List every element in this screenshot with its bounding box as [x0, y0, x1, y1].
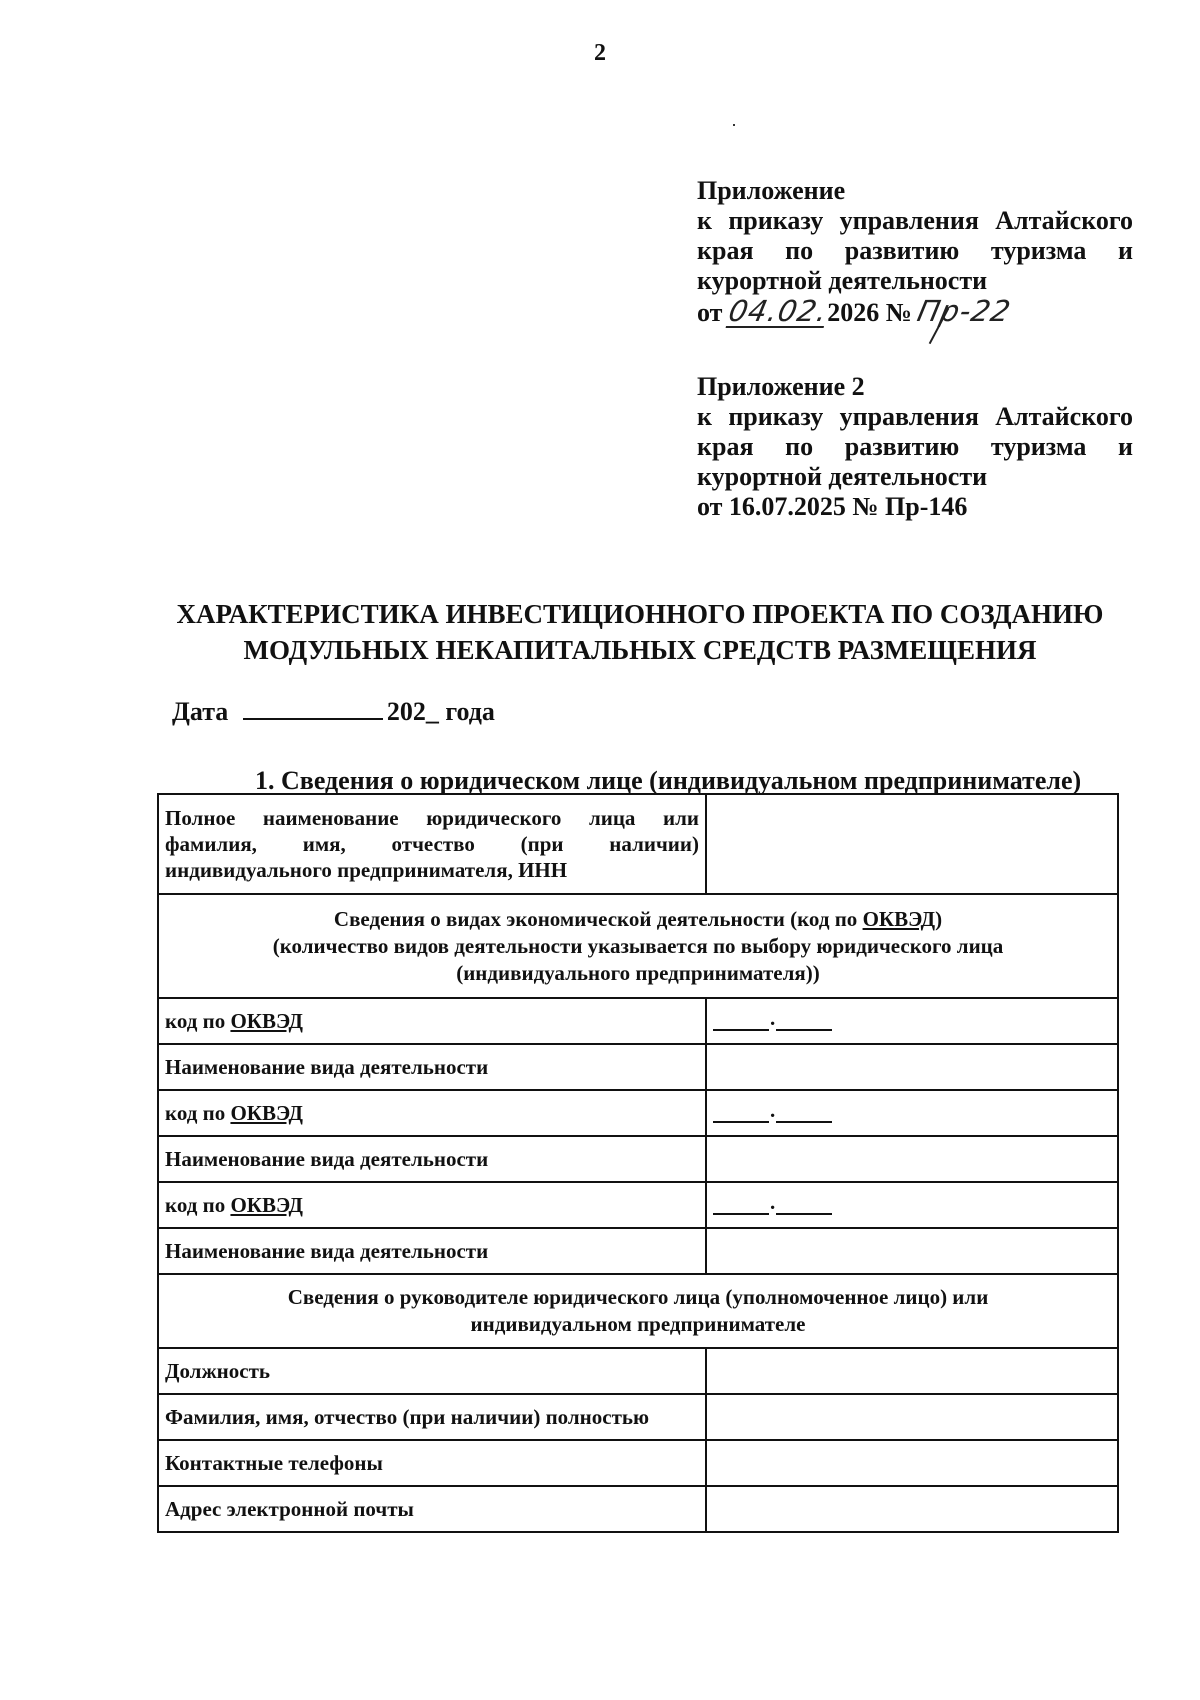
email-label: Адрес электронной почты: [158, 1486, 706, 1532]
date-prefix: от: [697, 298, 723, 327]
date-blank[interactable]: [243, 718, 383, 720]
okved-code-value[interactable]: [706, 998, 1118, 1044]
okved-link[interactable]: ОКВЭД: [862, 906, 936, 931]
table-row: [158, 1228, 1118, 1274]
scan-speck: [733, 124, 735, 126]
appendix-previous: [697, 372, 1133, 522]
okved-code-prefix: код по: [165, 1100, 231, 1125]
appendix-current-line-2: края по развитию туризма и: [697, 236, 1133, 265]
okved-code-value[interactable]: [706, 1090, 1118, 1136]
okved-code-mask: [713, 1006, 832, 1031]
okved-code-label: [158, 998, 706, 1044]
okved-link[interactable]: ОКВЭД: [230, 1192, 303, 1217]
full-name-value[interactable]: [706, 1394, 1118, 1440]
table-row: [158, 1090, 1118, 1136]
document-title-line-2: МОДУЛЬНЫХ НЕКАПИТАЛЬНЫХ СРЕДСТВ РАЗМЕЩЕНИЯ: [243, 635, 1037, 665]
activity-group-line-3: (индивидуального предпринимателя)): [456, 960, 820, 985]
phones-label: Контактные телефоны: [158, 1440, 706, 1486]
okved-code-label: [158, 1090, 706, 1136]
entity-name-value[interactable]: [706, 794, 1118, 894]
table-row: [158, 1486, 1118, 1532]
position-label: Должность: [158, 1348, 706, 1394]
activity-name-label: Наименование вида деятельности: [158, 1228, 706, 1274]
activity-group-line-1: [165, 906, 1111, 933]
activity-name-label: Наименование вида деятельности: [158, 1136, 706, 1182]
table-row: [158, 1394, 1118, 1440]
activity-group-header: [158, 894, 1118, 998]
okved-code-separator: .: [770, 1097, 776, 1122]
entity-name-label: Полное наименование юридического лица или фамилия, имя, отчество (при наличии) индивидуального предпринимателя, ИНН: [158, 794, 706, 894]
position-value[interactable]: [706, 1348, 1118, 1394]
section-1-heading: 1. Сведения о юридическом лице (индивидуальном предпринимателе): [255, 766, 1082, 795]
okved-code-mask: [713, 1098, 832, 1123]
appendix-previous-title: Приложение 2: [697, 372, 865, 401]
okved-code-separator: .: [770, 1189, 776, 1214]
appendix-current-date-line: [697, 296, 1133, 328]
phones-value[interactable]: [706, 1440, 1118, 1486]
date-year: 2026: [827, 298, 880, 327]
activity-group-prefix: Сведения о видах экономической деятельности (код по: [333, 906, 863, 931]
table-row: [158, 894, 1118, 998]
okved-code-separator: .: [770, 1005, 776, 1030]
okved-code-label: [158, 1182, 706, 1228]
document-title-line-1: ХАРАКТЕРИСТИКА ИНВЕСТИЦИОННОГО ПРОЕКТА ПО СОЗДАНИЮ: [176, 599, 1104, 629]
table-row: [158, 998, 1118, 1044]
okved-code-prefix: код по: [165, 1192, 231, 1217]
table-row: [158, 1274, 1118, 1348]
appendix-previous-line-1: к приказу управления Алтайского: [697, 402, 1133, 431]
table-row: [158, 1348, 1118, 1394]
table-row: [158, 1182, 1118, 1228]
okved-code-value[interactable]: [706, 1182, 1118, 1228]
appendix-current: [697, 176, 1133, 328]
date-field: [172, 697, 495, 727]
appendix-current-title: Приложение: [697, 176, 846, 205]
appendix-current-line-1: к приказу управления Алтайского: [697, 206, 1133, 235]
okved-code-prefix: код по: [165, 1008, 231, 1033]
head-group-header: [158, 1274, 1118, 1348]
appendix-current-line-3: курортной деятельности: [697, 266, 988, 295]
activity-name-value[interactable]: [706, 1136, 1118, 1182]
full-name-label: Фамилия, имя, отчество (при наличии) полностью: [158, 1394, 706, 1440]
okved-link[interactable]: ОКВЭД: [230, 1008, 303, 1033]
appendix-previous-line-3: курортной деятельности: [697, 462, 988, 491]
table-row: [158, 1044, 1118, 1090]
head-group-line-1: Сведения о руководителе юридического лица (уполномоченное лицо) или: [287, 1285, 989, 1309]
table-row: [158, 794, 1118, 894]
okved-link[interactable]: ОКВЭД: [230, 1100, 303, 1125]
date-label: Дата: [172, 697, 229, 726]
page-number: 2: [594, 40, 606, 66]
handwritten-date: 04.02.: [725, 294, 832, 328]
okved-code-mask: [713, 1190, 832, 1215]
activity-name-value[interactable]: [706, 1228, 1118, 1274]
head-group-line-2: индивидуальном предпринимателе: [470, 1312, 806, 1336]
appendix-previous-line-2: края по развитию туризма и: [697, 432, 1133, 461]
document-title: [150, 596, 1130, 668]
legal-entity-table: [157, 793, 1119, 1533]
date-suffix: 202_ года: [386, 697, 495, 726]
table-row: [158, 1440, 1118, 1486]
activity-name-label: Наименование вида деятельности: [158, 1044, 706, 1090]
appendix-previous-reference: от 16.07.2025 № Пр-146: [697, 492, 968, 521]
activity-name-value[interactable]: [706, 1044, 1118, 1090]
table-row: [158, 1136, 1118, 1182]
activity-group-suffix: ): [935, 906, 943, 931]
handwritten-number: Пр-22: [914, 294, 1015, 328]
activity-group-line-2: (количество видов деятельности указывается по выбору юридического лица: [272, 933, 1004, 958]
email-value[interactable]: [706, 1486, 1118, 1532]
number-sign: №: [885, 298, 912, 327]
